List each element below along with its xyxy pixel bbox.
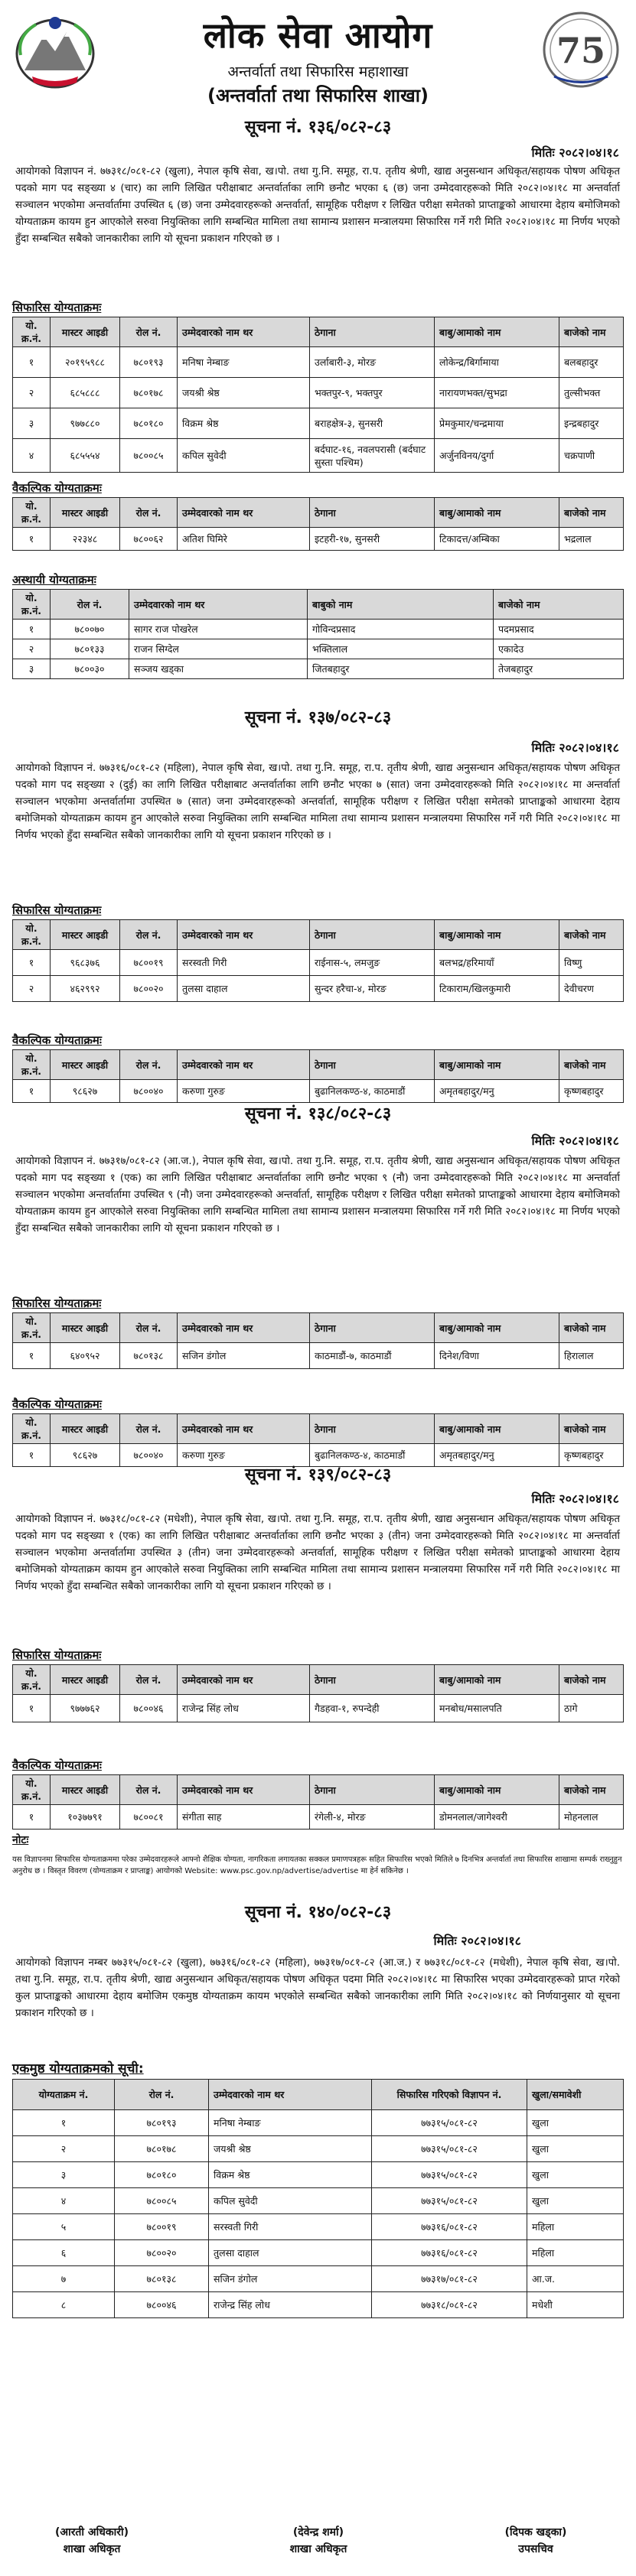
cell-rank: ७ [13, 2266, 115, 2292]
column-header: यो. क्र.नं. [13, 317, 51, 347]
cell-name: मनिषा नेम्बाङ [209, 2110, 372, 2136]
column-header: बाबु/आमाको नाम [435, 498, 559, 528]
cell-address: गैडहवा-१, रुपन्देही [310, 1695, 435, 1722]
cell-name: राजेन्द्र सिंह लोध [178, 1695, 310, 1722]
cell-grandfather: एकादेउ [494, 639, 624, 659]
division-name: अन्तर्वार्ता तथा सिफारिस महाशाखा [227, 63, 409, 80]
notice-137-title: सूचना नं. १३७/०८२-८३ [244, 708, 392, 727]
cell-grandfather: विष्णु [559, 950, 624, 976]
notice-137-alternate-table [12, 1049, 624, 1103]
cell-roll: ७८०१९३ [115, 2110, 209, 2136]
cell-rank: ३ [13, 2162, 115, 2188]
column-header: उम्मेदवारको नाम थर [178, 1665, 310, 1695]
column-header: रोल नं. [120, 1414, 178, 1444]
cell-master-id: ६४०९५२ [51, 1343, 120, 1369]
column-header: बाबु/आमाको नाम [435, 1313, 559, 1343]
cell-roll: ७८००७० [51, 620, 129, 639]
cell-address: भक्तपुर-९, भक्तपुर [310, 378, 435, 408]
cell-roll: ७८००८१ [120, 1805, 178, 1830]
column-header: यो. क्र.नं. [13, 1414, 51, 1444]
cell-name: सजिन डंगोल [178, 1343, 310, 1369]
cell-parents: अमृतबहादुर/मनु [435, 1444, 559, 1467]
table-row [13, 1343, 624, 1369]
cell-rank: १ [13, 1444, 51, 1467]
cell-grandfather: तेजबहादुर [494, 659, 624, 679]
notice-136-alternate-label: वैकल्पिक योग्यताक्रमः [12, 481, 102, 495]
column-header: उम्मेदवारको नाम थर [178, 498, 310, 528]
cell-name: जयश्री श्रेष्ठ [178, 378, 310, 408]
cell-address: उर्लाबारी-३, मोरङ [310, 347, 435, 378]
column-header: रोल नं. [120, 1665, 178, 1695]
cell-roll: ७८००८५ [120, 439, 178, 473]
column-header: ठेगाना [310, 1414, 435, 1444]
column-header: बाजेको नाम [559, 1665, 624, 1695]
cell-roll: ७८०१८० [120, 408, 178, 439]
column-header: बाबु/आमाको नाम [435, 1775, 559, 1805]
cell-advert-no: ७७३१५/०८१-८२ [372, 2162, 527, 2188]
column-header: रोल नं. [120, 498, 178, 528]
notice-139-recommended-label: सिफारिस योग्यताक्रमः [12, 1648, 102, 1662]
cell-master-id: १०३७७९१ [51, 1805, 120, 1830]
notice-137-date: मितिः २०८२।०४।१८ [531, 740, 619, 755]
cell-parents: दिनेश/विणा [435, 1343, 559, 1369]
notice-136-alternate-table [12, 497, 624, 551]
column-header: मास्टर आइडी [51, 1775, 120, 1805]
column-header: बाबुको नाम [308, 590, 494, 620]
notice-139-alternate-table [12, 1774, 624, 1830]
column-header: रोल नं. [115, 2080, 209, 2110]
cell-address: इटहरी-१७, सुनसरी [310, 528, 435, 551]
notice-136-title: सूचना नं. १३६/०८२-८३ [244, 118, 392, 137]
cell-name: अतिश घिमिरे [178, 528, 310, 551]
column-header: उम्मेदवारको नाम थर [178, 317, 310, 347]
cell-master-id: ९८६२७ [51, 1080, 120, 1103]
notice-136-temporary-label: अस्थायी योग्यताक्रमः [12, 573, 96, 587]
column-header: मास्टर आइडी [51, 317, 120, 347]
table-row [13, 1695, 624, 1722]
cell-roll: ७८००१९ [120, 950, 178, 976]
column-header: योग्यताक्रम नं. [13, 2080, 115, 2110]
column-header: मास्टर आइडी [51, 1313, 120, 1343]
column-header: बाजेको नाम [559, 1775, 624, 1805]
column-header: बाबु/आमाको नाम [435, 317, 559, 347]
notice-140-title: सूचना नं. १४०/०८२-८३ [244, 1903, 392, 1922]
cell-address: रंगेली-४, मोरङ [310, 1805, 435, 1830]
notice-140-date: मितिः २०८२।०४।१८ [433, 1934, 521, 1948]
notice-139-title: सूचना नं. १३९/०८२-८३ [244, 1465, 392, 1485]
cell-roll: ७८००८५ [115, 2188, 209, 2214]
table-row [13, 2214, 624, 2240]
note-label: नोटः [12, 1834, 29, 1846]
column-header: ठेगाना [310, 1665, 435, 1695]
cell-master-id: २०१९५९८८ [51, 347, 120, 378]
cell-rank: १ [13, 1343, 51, 1369]
column-header: खुला/समावेशी [527, 2080, 624, 2110]
column-header: यो. क्र.नं. [13, 590, 51, 620]
cell-name: विक्रम श्रेष्ठ [178, 408, 310, 439]
cell-grandfather: मोहनलाल [559, 1805, 624, 1830]
cell-rank: २ [13, 2136, 115, 2162]
cell-address: बुढानिलकण्ठ-४, काठमाडौं [310, 1444, 435, 1467]
column-header: ठेगाना [310, 1050, 435, 1080]
cell-category: खुला [527, 2162, 624, 2188]
cell-category: महिला [527, 2240, 624, 2266]
table-row [13, 659, 624, 679]
table-row [13, 439, 624, 473]
column-header: ठेगाना [310, 317, 435, 347]
column-header: बाजेको नाम [559, 920, 624, 950]
column-header: बाबु/आमाको नाम [435, 920, 559, 950]
column-header: बाजेको नाम [559, 1313, 624, 1343]
cell-roll: ७८००२० [120, 976, 178, 1002]
cell-father: भक्तिलाल [308, 639, 494, 659]
table-row [13, 2188, 624, 2214]
svg-text:75: 75 [556, 30, 606, 71]
table-row [13, 2292, 624, 2318]
column-header: सिफारिस गरिएको विज्ञापन नं. [372, 2080, 527, 2110]
cell-rank: १ [13, 950, 51, 976]
cell-category: खुला [527, 2110, 624, 2136]
column-header: मास्टर आइडी [51, 1665, 120, 1695]
notice-140-merit-table [12, 2079, 624, 2318]
notice-138-title: सूचना नं. १३८/०८२-८३ [244, 1104, 392, 1124]
table-row [13, 408, 624, 439]
cell-rank: ५ [13, 2214, 115, 2240]
anniversary-75-logo [535, 8, 627, 92]
cell-rank: १ [13, 2110, 115, 2136]
table-header-row [13, 1665, 624, 1695]
cell-parents: नारायणभक्त/सुभद्रा [435, 378, 559, 408]
cell-name: राजन सिग्देल [129, 639, 308, 659]
table-row [13, 2136, 624, 2162]
cell-category: खुला [527, 2136, 624, 2162]
table-row [13, 2240, 624, 2266]
cell-parents: बलभद्र/हरिमायाँ [435, 950, 559, 976]
cell-parents: लोकेन्द्र/बिर्गामाया [435, 347, 559, 378]
column-header: बाजेको नाम [559, 1050, 624, 1080]
notice-138-recommended-label: सिफारिस योग्यताक्रमः [12, 1296, 102, 1310]
cell-rank: १ [13, 1695, 51, 1722]
cell-grandfather: ठागे [559, 1695, 624, 1722]
cell-name: कपिल सुवेदी [209, 2188, 372, 2214]
column-header: बाबु/आमाको नाम [435, 1050, 559, 1080]
cell-rank: ८ [13, 2292, 115, 2318]
column-header: यो. क्र.नं. [13, 1665, 51, 1695]
table-row [13, 378, 624, 408]
cell-rank: २ [13, 639, 51, 659]
table-header-row [13, 1050, 624, 1080]
notice-139-body: आयोगको विज्ञापन नं. ७७३१८/०८१-८२ (मधेशी), नेपाल कृषि सेवा, ख।पो. तथा गु.नि. समूह, रा.प. तृतीय श्रेणी, खाद्य अनुसन्धान अधिकृत/सहायक पोषण अधिकृत पदको माग पद सङ्ख्या १ (एक) का लागि लिखित परीक्षाबाट अन्तर्वार्ताका लागि छनौट भएका ३ (तीन) जना उम्मेदवारहरूको मिति २०८२।०४।१८ मा अन्तर्वार्ता सञ्चालन भएकोमा अन्तर्वार्तामा उपस्थित ३ (तीन) जना उम्मेदवारहरूको अन्तर्वार्ता, सामूहिक परीक्षण र लिखित परीक्षा समेतको प्राप्ताङ्कको आधारमा देहाय बमोजिमको योग्यताक्रम कायम हुन आएकोले सरुवा नियुक्तिका लागि सम्बन्धित मामिला तथा सामान्य प्रशासन मन्त्रालयमा सिफारिस गर्ने गरी मिति २०८२।०४।१८ मा निर्णय भएको हुँदा सम्बन्धित सबैको जानकारीका लागि यो सूचना प्रकाशन गरिएको छ । [15, 1514, 620, 1592]
cell-name: तुलसा दाहाल [209, 2240, 372, 2266]
notice-138-date: मितिः २०८२।०४।१८ [531, 1134, 619, 1148]
cell-address: काठमाडौं-७, काठमाडौं [310, 1343, 435, 1369]
column-header: बाजेको नाम [494, 590, 624, 620]
cell-roll: ७८००४६ [120, 1695, 178, 1722]
cell-roll: ७८००१९ [115, 2214, 209, 2240]
column-header: बाबु/आमाको नाम [435, 1414, 559, 1444]
table-row [13, 1080, 624, 1103]
table-row [13, 2110, 624, 2136]
column-header: ठेगाना [310, 920, 435, 950]
cell-parents: डोमनलाल/जागेश्वरी [435, 1805, 559, 1830]
cell-name: करुणा गुरुङ [178, 1080, 310, 1103]
cell-grandfather: कृष्णबहादुर [559, 1444, 624, 1467]
column-header: मास्टर आइडी [51, 498, 120, 528]
header [0, 0, 636, 115]
cell-grandfather: कृष्णबहादुर [559, 1080, 624, 1103]
notice-138-alternate-label: वैकल्पिक योग्यताक्रमः [12, 1397, 102, 1411]
column-header: मास्टर आइडी [51, 1414, 120, 1444]
cell-roll: ७८००३० [51, 659, 129, 679]
notice-137-alternate-label: वैकल्पिक योग्यताक्रमः [12, 1033, 102, 1047]
table-header-row [13, 317, 624, 347]
table-header-row [13, 2080, 624, 2110]
signatory-role: शाखा अधिकृत [289, 2543, 347, 2555]
cell-master-id: ६८५८८८ [51, 378, 120, 408]
cell-grandfather: पदमप्रसाद [494, 620, 624, 639]
cell-grandfather: भद्रलाल [559, 528, 624, 551]
table-row [13, 950, 624, 976]
column-header: रोल नं. [120, 317, 178, 347]
notice-136-recommended-table [12, 317, 624, 473]
cell-grandfather: तुल्सीभक्त [559, 378, 624, 408]
cell-father: जितबहादुर [308, 659, 494, 679]
column-header: उम्मेदवारको नाम थर [178, 1775, 310, 1805]
column-header: यो. क्र.नं. [13, 920, 51, 950]
column-header: मास्टर आइडी [51, 920, 120, 950]
notice-138-body: आयोगको विज्ञापन नं. ७७३१७/०८१-८२ (आ.ज.), नेपाल कृषि सेवा, ख।पो. तथा गु.नि. समूह, रा.प. तृतीय श्रेणी, खाद्य अनुसन्धान अधिकृत/सहायक पोषण अधिकृत पदको माग पद सङ्ख्या १ (एक) का लागि लिखित परीक्षाबाट अन्तर्वार्ताका लागि छनौट भएका ९ (नौ) जना उम्मेदवारहरूको मिति २०८२।०४।१८ मा अन्तर्वार्ता सञ्चालन भएकोमा अन्तर्वार्तामा उपस्थित ९ (नौ) जना उम्मेदवारहरूको अन्तर्वार्ता, सामूहिक परीक्षण र लिखित परीक्षा समेतको प्राप्ताङ्कको आधारमा देहाय बमोजिमको योग्यताक्रम कायम हुन आएकोले सरुवा नियुक्तिका लागि सम्बन्धित मामिला तथा सामान्य प्रशासन मन्त्रालयमा सिफारिस गर्ने गरी मिति २०८२।०४।१८ मा निर्णय भएको हुँदा सम्बन्धित सबैको जानकारीका लागि यो सूचना प्रकाशन गरिएको छ । [15, 1156, 620, 1234]
cell-master-id: ९६८३७६ [51, 950, 120, 976]
cell-address: बराहक्षेत्र-३, सुनसरी [310, 408, 435, 439]
notice-139-date: मितिः २०८२।०४।१८ [531, 1491, 619, 1506]
table-row [13, 528, 624, 551]
notice-137-recommended-label: सिफारिस योग्यताक्रमः [12, 903, 102, 917]
notice-139-recommended-table [12, 1664, 624, 1722]
cell-name: विक्रम श्रेष्ठ [209, 2162, 372, 2188]
cell-name: करुणा गुरुङ [178, 1444, 310, 1467]
column-header: उम्मेदवारको नाम थर [178, 1414, 310, 1444]
cell-rank: ३ [13, 659, 51, 679]
cell-name: कपिल सुवेदी [178, 439, 310, 473]
column-header: उम्मेदवारको नाम थर [178, 920, 310, 950]
table-row [13, 1805, 624, 1830]
cell-master-id: २२३४८ [51, 528, 120, 551]
notice-140-body: आयोगको विज्ञापन नम्बर ७७३१५/०८१-८२ (खुला), ७७३१६/०८१-८२ (महिला), ७७३१७/०८१-८२ (आ.ज.) र ७७३१८/०८१-८२ (मधेशी), नेपाल कृषि सेवा, ख।पो. तथा गु.नि. समूह, रा.प. तृतीय श्रेणी, खाद्य अनुसन्धान अधिकृत/सहायक पोषण अधिकृत पदमा मिति २०८२।०४।१८ मा सिफारिस भएका उम्मेदवारहरूको प्राप्त गरेको कुल प्राप्ताङ्कको आधारमा देहाय बमोजिम एकमुष्ठ योग्यताक्रम कायम भएकोले सम्बन्धित सबैको जानकारीका लागि मिति २०८२।०४।१८ को निर्णयानुसार यो सूचना प्रकाशन गरिएको छ । [15, 1957, 620, 2019]
cell-rank: ४ [13, 439, 51, 473]
cell-name: राजेन्द्र सिंह लोध [209, 2292, 372, 2318]
column-header: उम्मेदवारको नाम थर [129, 590, 308, 620]
cell-category: मधेशी [527, 2292, 624, 2318]
cell-name: जयश्री श्रेष्ठ [209, 2136, 372, 2162]
cell-address: राईनास-५, लमजुङ [310, 950, 435, 976]
cell-rank: १ [13, 1805, 51, 1830]
notice-138-alternate-table [12, 1413, 624, 1467]
signature-block [459, 2524, 612, 2558]
column-header: यो. क्र.नं. [13, 1775, 51, 1805]
column-header: उम्मेदवारको नाम थर [178, 1313, 310, 1343]
column-header: बाजेको नाम [559, 498, 624, 528]
cell-advert-no: ७७३१५/०८१-८२ [372, 2136, 527, 2162]
column-header: मास्टर आइडी [51, 1050, 120, 1080]
cell-name: सरस्वती गिरी [178, 950, 310, 976]
cell-name: संगीता साह [178, 1805, 310, 1830]
notice-136-recommended-label: सिफारिस योग्यताक्रमः [12, 301, 102, 314]
cell-parents: अमृतबहादुर/मनु [435, 1080, 559, 1103]
cell-master-id: ४६२९९२ [51, 976, 120, 1002]
cell-roll: ७८०१७८ [120, 378, 178, 408]
cell-roll: ७८००२० [115, 2240, 209, 2266]
cell-rank: ४ [13, 2188, 115, 2214]
cell-name: सागर राज पोखरेल [129, 620, 308, 639]
cell-roll: ७८०१३८ [120, 1343, 178, 1369]
column-header: यो. क्र.नं. [13, 1313, 51, 1343]
section-name: (अन्तर्वार्ता तथा सिफारिस शाखा) [207, 85, 429, 106]
cell-address: बुढानिलकण्ठ-४, काठमाडौं [310, 1080, 435, 1103]
cell-rank: २ [13, 378, 51, 408]
column-header: यो. क्र.नं. [13, 498, 51, 528]
cell-master-id: ९७७७६२ [51, 1695, 120, 1722]
table-header-row [13, 1775, 624, 1805]
signature-block [242, 2524, 395, 2558]
cell-grandfather: बलबहादुर [559, 347, 624, 378]
cell-name: सरस्वती गिरी [209, 2214, 372, 2240]
cell-rank: ६ [13, 2240, 115, 2266]
cell-master-id: ९७७८८० [51, 408, 120, 439]
column-header: यो. क्र.नं. [13, 1050, 51, 1080]
table-row [13, 620, 624, 639]
cell-advert-no: ७७३१५/०८१-८२ [372, 2188, 527, 2214]
cell-name: तुलसा दाहाल [178, 976, 310, 1002]
signature-block [15, 2524, 168, 2558]
cell-roll: ७८०१३३ [51, 639, 129, 659]
table-row [13, 2162, 624, 2188]
cell-roll: ७८००४६ [115, 2292, 209, 2318]
table-row [13, 976, 624, 1002]
column-header: बाजेको नाम [559, 317, 624, 347]
cell-father: गोविन्दप्रसाद [308, 620, 494, 639]
cell-master-id: ९८६२७ [51, 1444, 120, 1467]
signatory-name: (दिपक खड्का) [504, 2526, 567, 2539]
cell-grandfather: हिरालाल [559, 1343, 624, 1369]
table-row [13, 639, 624, 659]
cell-roll: ७८००४० [120, 1080, 178, 1103]
cell-roll: ७८०१९३ [120, 347, 178, 378]
notice-138-recommended-table [12, 1312, 624, 1369]
cell-category: आ.ज. [527, 2266, 624, 2292]
table-header-row [13, 920, 624, 950]
cell-parents: टिकादत्त/अम्बिका [435, 528, 559, 551]
cell-rank: २ [13, 976, 51, 1002]
cell-advert-no: ७७३१८/०८१-८२ [372, 2292, 527, 2318]
notice-136-temporary-table [12, 589, 624, 679]
column-header: रोल नं. [120, 1050, 178, 1080]
signatory-name: (देवेन्द्र शर्मा) [292, 2526, 344, 2539]
cell-parents: मनबोध/मसालपति [435, 1695, 559, 1722]
signatory-role: उपसचिव [518, 2543, 553, 2555]
cell-advert-no: ७७३१७/०८१-८२ [372, 2266, 527, 2292]
cell-name: सजिन डंगोल [209, 2266, 372, 2292]
cell-roll: ७८०१३८ [115, 2266, 209, 2292]
notice-137-body: आयोगको विज्ञापन नं. ७७३१६/०८१-८२ (महिला), नेपाल कृषि सेवा, ख।पो. तथा गु.नि. समूह, रा.प. तृतीय श्रेणी, खाद्य अनुसन्धान अधिकृत/सहायक पोषण अधिकृत पदको माग पद सङ्ख्या २ (दुई) का लागि लिखित परीक्षाबाट अन्तर्वार्ताका लागि छनौट भएका ७ (सात) जना उम्मेदवारहरूको मिति २०८२।०४।१८ मा अन्तर्वार्ता सञ्चालन भएकोमा अन्तर्वार्तामा उपस्थित ७ (सात) जना उम्मेदवारहरूको अन्तर्वार्ता, सामूहिक परीक्षण र लिखित परीक्षा समेतको प्राप्ताङ्कको आधारमा देहाय बमोजिमको योग्यताक्रम कायम हुन आएकोले सरुवा नियुक्तिका लागि सम्बन्धित मामिला तथा सामान्य प्रशासन मन्त्रालयमा सिफारिस गर्ने गरी मिति २०८२।०४।१८ मा निर्णय भएको हुँदा सम्बन्धित सबैको जानकारीका लागि यो सूचना प्रकाशन गरिएको छ । [15, 763, 620, 841]
cell-parents: अर्जुनविनय/दुर्गा [435, 439, 559, 473]
cell-address: बर्दघाट-१६, नवलपरासी (बर्दघाट सुस्ता पश्चिम) [310, 439, 435, 473]
column-header: ठेगाना [310, 1775, 435, 1805]
notice-136-date: मितिः २०८२।०४।१८ [531, 145, 619, 160]
cell-parents: टिकाराम/खिलकुमारी [435, 976, 559, 1002]
note-text: यस विज्ञापनमा सिफारिस योग्यताक्रममा परेका उम्मेदवारहरूले आफ्नो शैक्षिक योग्यता, नागरिकता लगायतका सक्कल प्रमाणपत्रहरू सहित सिफारिस भएको मितिले ७ दिनभित्र अन्तर्वार्ता तथा सिफारिस शाखामा सम्पर्क राख्नुहुन अनुरोध छ । विस्तृत विवरण (योग्यताक्रम र प्राप्ताङ्क) आयोगको Website: www.psc.gov.np/advertise/advertise मा हेर्न सकिनेछ । [12, 1856, 622, 1875]
cell-name: सञ्जय खड्का [129, 659, 308, 679]
cell-roll: ७८००६२ [120, 528, 178, 551]
cell-advert-no: ७७३१६/०८१-८२ [372, 2240, 527, 2266]
cell-rank: ३ [13, 408, 51, 439]
cell-parents: प्रेमकुमार/चन्द्रमाया [435, 408, 559, 439]
cell-roll: ७८०१७८ [115, 2136, 209, 2162]
column-header: ठेगाना [310, 1313, 435, 1343]
table-header-row [13, 1313, 624, 1343]
cell-name: मनिषा नेम्बाङ [178, 347, 310, 378]
cell-advert-no: ७७३१५/०८१-८२ [372, 2110, 527, 2136]
column-header: ठेगाना [310, 498, 435, 528]
cell-rank: १ [13, 1080, 51, 1103]
notice-137-recommended-table [12, 919, 624, 1002]
cell-master-id: ६८५५५४ [51, 439, 120, 473]
column-header: रोल नं. [120, 1775, 178, 1805]
notice-140-list-label: एकमुष्ठ योग्यताक्रमको सूची: [12, 2061, 144, 2077]
cell-grandfather: इन्द्रबहादुर [559, 408, 624, 439]
column-header: उम्मेदवारको नाम थर [209, 2080, 372, 2110]
cell-advert-no: ७७३१६/०८१-८२ [372, 2214, 527, 2240]
table-header-row [13, 590, 624, 620]
cell-roll: ७८००४० [120, 1444, 178, 1467]
cell-category: महिला [527, 2214, 624, 2240]
cell-rank: १ [13, 528, 51, 551]
table-row [13, 2266, 624, 2292]
notice-139-alternate-label: वैकल्पिक योग्यताक्रमः [12, 1758, 102, 1772]
notice-136-body: आयोगको विज्ञापन नं. ७७३१८/०८१-८२ (खुला), नेपाल कृषि सेवा, ख।पो. तथा गु.नि. समूह, रा.प. तृतीय श्रेणी, खाद्य अनुसन्धान अधिकृत/सहायक पोषण अधिकृत पदको माग पद सङ्ख्या ४ (चार) का लागि लिखित परीक्षाबाट अन्तर्वार्ताका लागि छनौट भएका ६ (छ) जना उम्मेदवारहरूको मिति २०८२।०४।१८ मा अन्तर्वार्ता सञ्चालन भएकोमा अन्तर्वार्तामा उपस्थित ६ (छ) जना उम्मेदवारहरूको अन्तर्वार्ता, सामूहिक परीक्षण र लिखित परीक्षा समेतको प्राप्ताङ्कको आधारमा देहाय बमोजिमको योग्यताक्रम कायम हुन आएकोले सरुवा नियुक्तिका लागि सम्बन्धित मामिला तथा सामान्य प्रशासन मन्त्रालयमा सिफारिस गर्ने गरी मिति २०८२।०४।१८ मा निर्णय भएको हुँदा सम्बन्धित सबैको जानकारीका लागि यो सूचना प्रकाशन गरिएको छ । [15, 166, 620, 245]
commission-title: लोक सेवा आयोग [203, 15, 433, 56]
signatory-role: शाखा अधिकृत [63, 2543, 121, 2555]
table-header-row [13, 1414, 624, 1444]
column-header: रोल नं. [51, 590, 129, 620]
cell-address: सुन्दर हरैचा-४, मोरङ [310, 976, 435, 1002]
column-header: बाजेको नाम [559, 1414, 624, 1444]
table-row [13, 347, 624, 378]
column-header: रोल नं. [120, 1313, 178, 1343]
column-header: रोल नं. [120, 920, 178, 950]
column-header: बाबु/आमाको नाम [435, 1665, 559, 1695]
cell-category: खुला [527, 2188, 624, 2214]
table-header-row [13, 498, 624, 528]
cell-roll: ७८०१८० [115, 2162, 209, 2188]
cell-rank: १ [13, 620, 51, 639]
signatory-name: (आरती अधिकारी) [55, 2526, 129, 2539]
cell-rank: १ [13, 347, 51, 378]
cell-grandfather: चक्रपाणी [559, 439, 624, 473]
column-header: उम्मेदवारको नाम थर [178, 1050, 310, 1080]
cell-grandfather: देवीचरण [559, 976, 624, 1002]
